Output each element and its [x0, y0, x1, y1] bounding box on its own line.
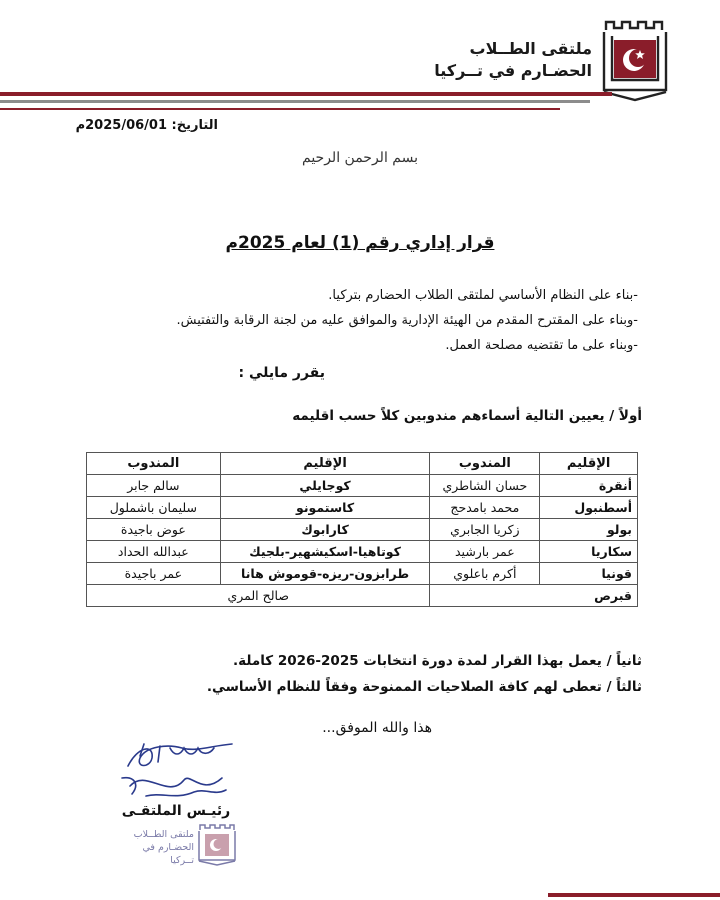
table-row: [87, 541, 638, 563]
table-row-cyprus: [87, 585, 638, 607]
stamp-logo: [196, 822, 238, 866]
handwritten-signature: [110, 738, 240, 808]
header-rule-maroon: [0, 92, 612, 96]
delegate-cell: عوض باجيدة: [87, 519, 221, 541]
article-first: أولاً / يعيين التالية أسماءهم مندوبين كلاً حسب اقليمه: [292, 408, 642, 424]
table-header-row: [87, 453, 638, 475]
decision-title: [0, 233, 720, 253]
date-value: 2025/06/01م: [75, 118, 167, 133]
header-rule-thin: [0, 108, 560, 110]
province-cell: قونيا: [540, 563, 638, 585]
org-name-line1: ملتقى الطــلاب: [469, 39, 592, 58]
province-cell: بولو: [540, 519, 638, 541]
decision-title-text: قرار إداري رقم (1) لعام 2025م: [225, 233, 495, 253]
header-province-2: الإقليم: [220, 453, 430, 475]
org-name-line2: الحضـارم في تــركيا: [434, 61, 592, 80]
article-second: ثانياً / يعمل بهذا القرار لمدة دورة انتخابات 2025-2026 كاملة.: [233, 653, 642, 669]
article-third: ثالثاً / تعطى لهم كافة الصلاحيات الممنوحة وفقاً للنظام الأساسي.: [206, 679, 642, 695]
delegate-cell: عبدالله الحداد: [87, 541, 221, 563]
province-cell-cyprus: قبرص: [430, 585, 638, 607]
province-cell: كارابوك: [220, 519, 430, 541]
province-cell: كاستمونو: [220, 497, 430, 519]
preamble-line-3: -وبناء على ما تقتضيه مصلحة العمل.: [445, 338, 638, 353]
delegate-cell: أكرم باعلوي: [430, 563, 540, 585]
date-label: التاريخ:: [171, 118, 218, 133]
footer-rule: [548, 893, 720, 897]
table-row: [87, 497, 638, 519]
province-cell: أنقرة: [540, 475, 638, 497]
president-title: رئيـس الملتقـى: [121, 803, 231, 819]
delegates-table: [86, 452, 638, 607]
delegate-cell: زكريا الجابري: [430, 519, 540, 541]
basmala: بسم الرحمن الرحيم: [302, 150, 418, 166]
delegate-cell-cyprus: صالح المري: [87, 585, 430, 607]
province-cell: كوجايلي: [220, 475, 430, 497]
delegate-cell: حسان الشاطري: [430, 475, 540, 497]
province-cell: أسطنبول: [540, 497, 638, 519]
delegate-cell: سليمان باشملول: [87, 497, 221, 519]
delegate-cell: عمر بارشيد: [430, 541, 540, 563]
header-rule-gray: [0, 100, 590, 103]
preamble-line-1: -بناء على النظام الأساسي لملتقى الطلاب الحضارم بتركيا.: [328, 288, 638, 303]
preamble-line-2: -وبناء على المقترح المقدم من الهيئة الإدارية والموافق عليه من لجنة الرقابة والتفتيش.: [176, 313, 638, 328]
stamp-line-1: ملتقى الطــلاب: [133, 829, 194, 840]
stamp-org-name: [120, 828, 194, 867]
header-province: الإقليم: [540, 453, 638, 475]
document-date: [76, 118, 218, 133]
org-name: [434, 38, 592, 82]
closing-phrase: هذا والله الموفق...: [322, 720, 432, 736]
header-delegate: المندوب: [430, 453, 540, 475]
table-row: [87, 475, 638, 497]
table-row: [87, 519, 638, 541]
province-cell: طرابزون-ريزه-قوموش هانا: [220, 563, 430, 585]
province-cell: كوتاهيا-اسكيشهير-بلجيك: [220, 541, 430, 563]
stamp-line-2: الحضـارم في تــركيا: [142, 842, 194, 866]
province-cell: سكاريا: [540, 541, 638, 563]
decides-heading: يقرر مايلي :: [238, 365, 325, 381]
org-logo: [598, 18, 672, 102]
table-row: [87, 563, 638, 585]
delegate-cell: عمر باجيدة: [87, 563, 221, 585]
delegate-cell: سالم جابر: [87, 475, 221, 497]
delegate-cell: محمد بامدحج: [430, 497, 540, 519]
header-delegate-2: المندوب: [87, 453, 221, 475]
